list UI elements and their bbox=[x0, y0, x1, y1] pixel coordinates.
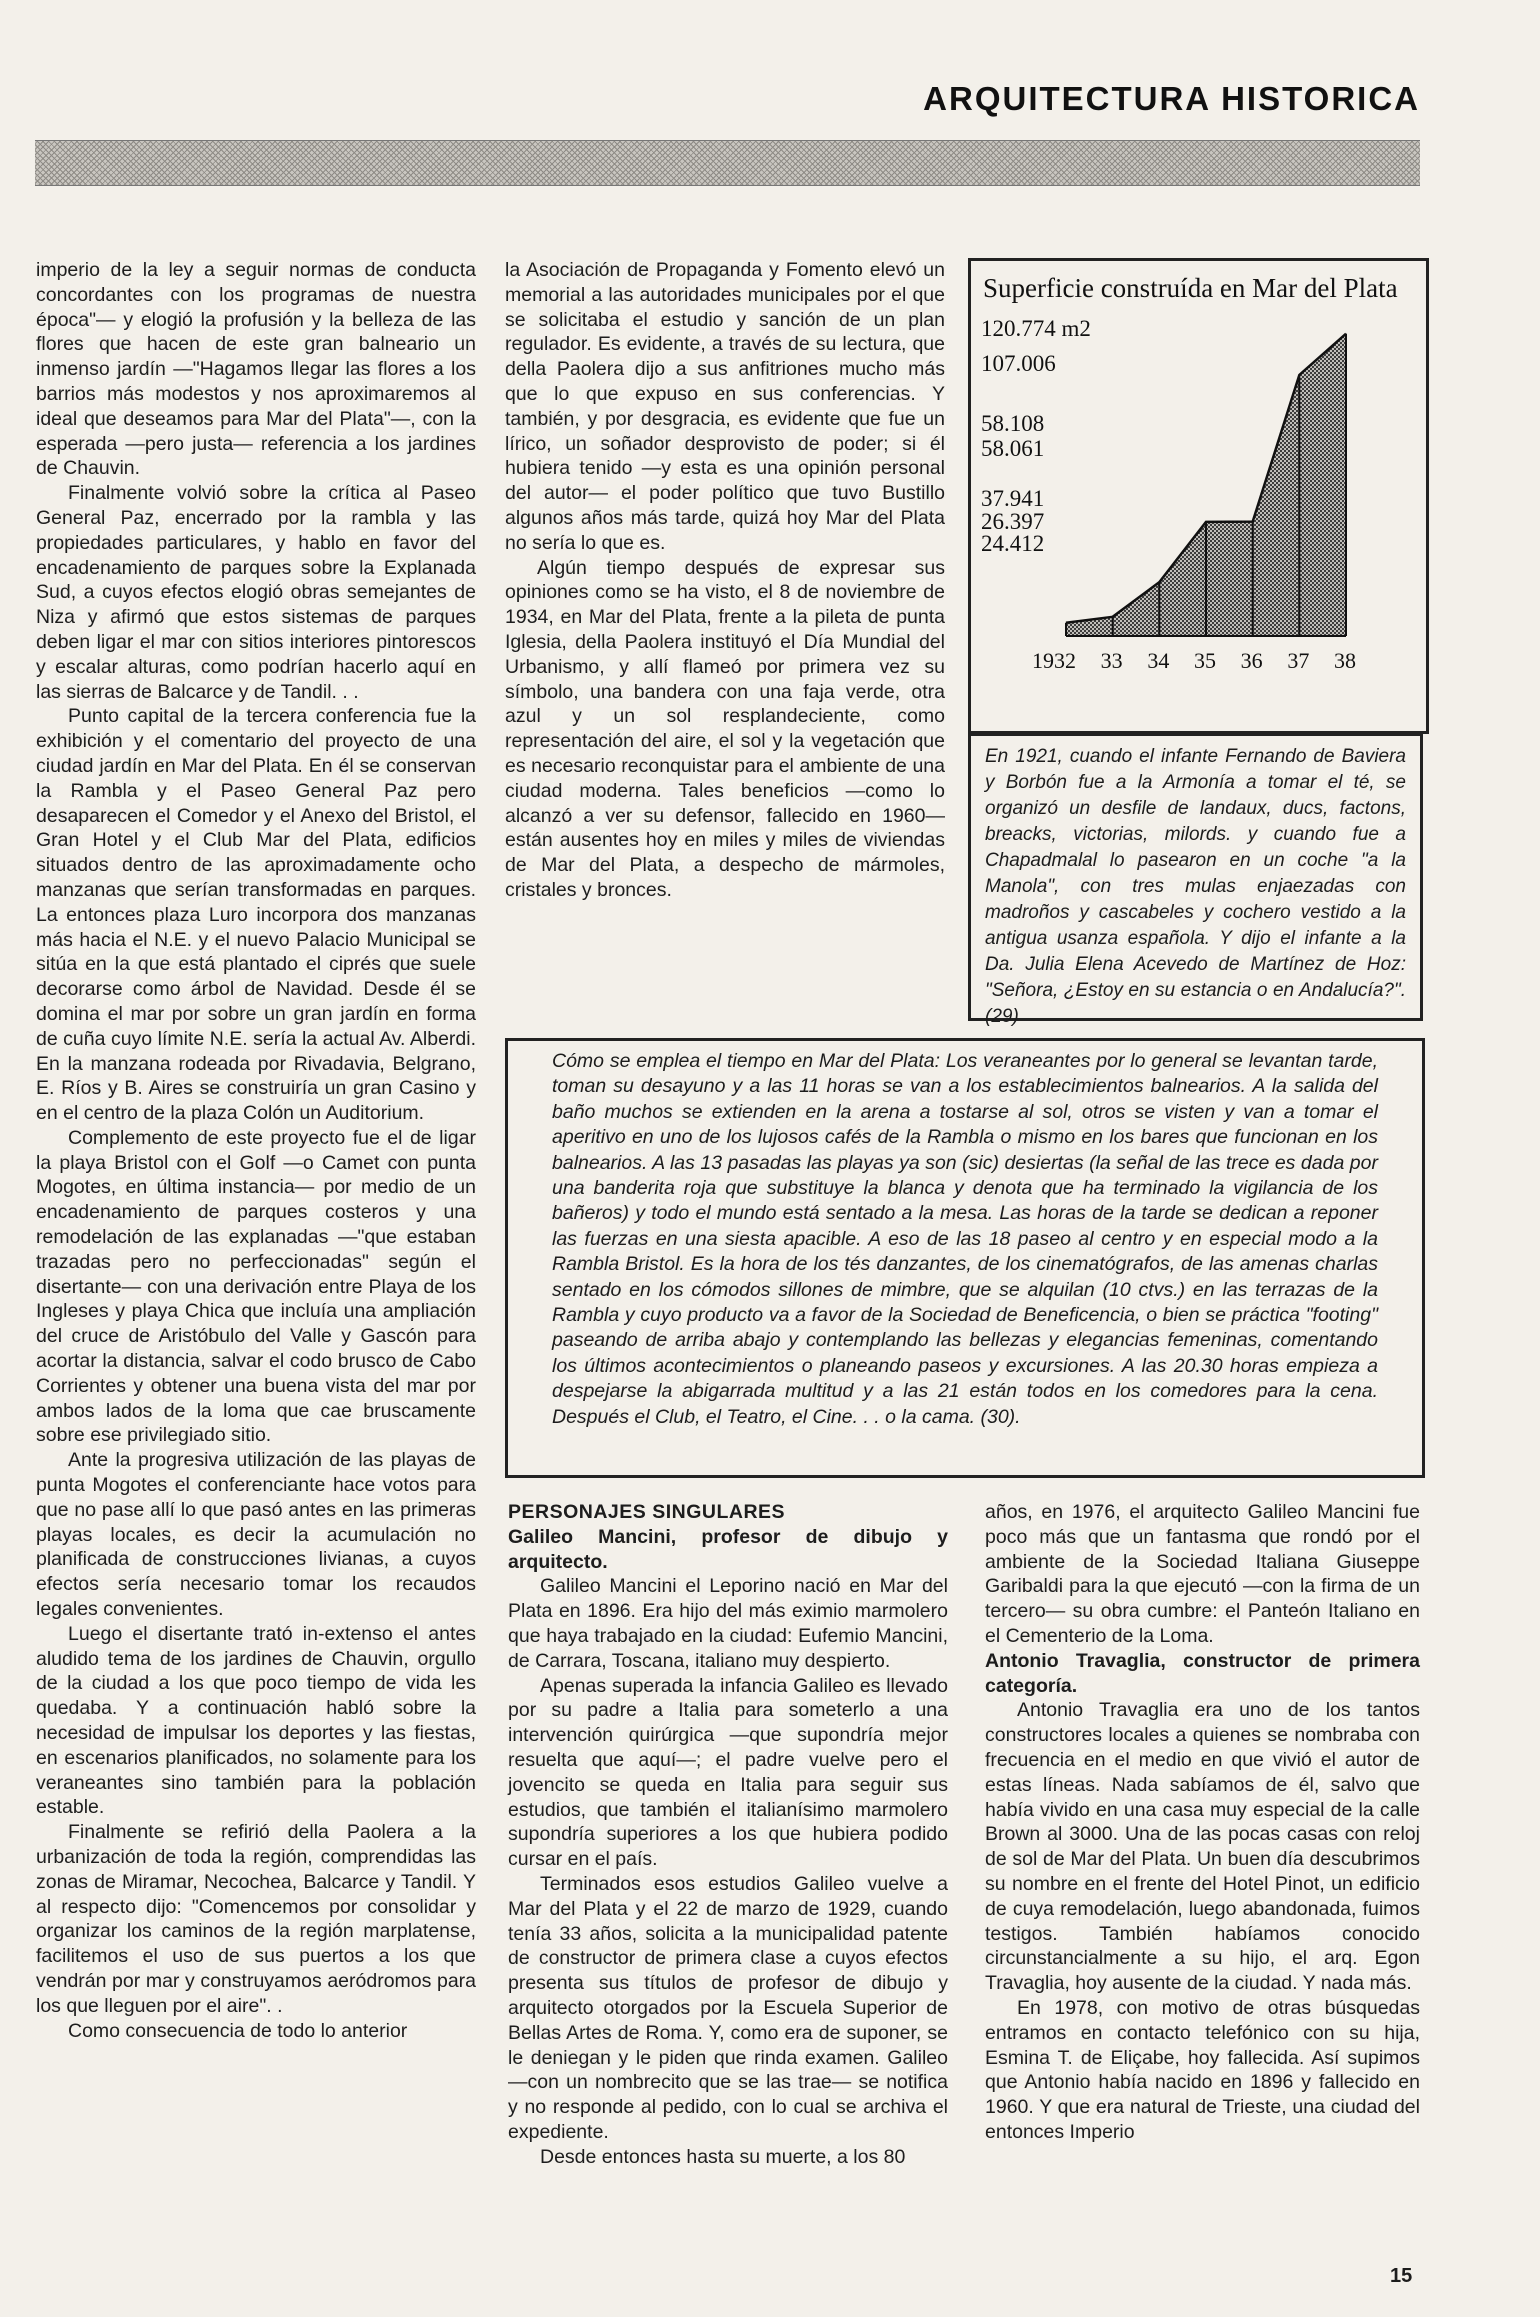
x-tick-label: 38 bbox=[1334, 648, 1356, 673]
area-chart bbox=[971, 261, 1426, 731]
y-tick-label: 107.006 bbox=[981, 351, 1056, 376]
y-tick-label: 26.397 bbox=[981, 509, 1045, 534]
paragraph: años, en 1976, el arquitecto Galileo Mancini fue poco más que un fantasma que rondó por el ambiente de la Sociedad Italiana Giuseppe Garibaldi para la que ejecutó —con la firma de un tercero— su obra cumbre: el Panteón Italiano en el Cementerio de la Loma. bbox=[985, 1501, 1420, 1647]
column-2 bbox=[505, 258, 945, 903]
x-tick-label: 34 bbox=[1147, 648, 1170, 673]
paragraph: Terminados esos estudios Galileo vuelve a Mar del Plata y el 22 de marzo de 1929, cuando tenía 33 años, solicita a la municipalidad patente de constructor de primera clase a cuyos efectos presenta sus títulos de profesor de dibujo y arquitecto otorgados por la Escuela Superior de Bellas Artes de Roma. Y, como era de suponer, se le deniegan y le piden que rinda examen. Galileo —con un nombrecito que se las trae— se notifica y no responde al pedido, con lo cual se archiva el expediente. bbox=[508, 1872, 948, 2143]
y-tick-label: 58.061 bbox=[981, 436, 1045, 461]
paragraph: Complemento de este proyecto fue el de ligar la playa Bristol con el Golf —o Camet con punta Mogotes, en última instancia— por medio de un encadenamiento de parques costeros y una remodelación de las explanadas —"que estaban trazadas pero no perfeccionadas" según el disertante— con una derivación entre Playa de los Ingleses y playa Chica que incluía una ampliación del cruce de Aristóbulo del Valle y Gascón para acortar la distancia, salvar el codo brusco de Cabo Corrientes y obtener una buena vista del mar por ambos lados de la loma que cae bruscamente sobre ese privilegiado sitio. bbox=[36, 1126, 476, 1447]
paragraph: Como consecuencia de todo lo anterior bbox=[68, 2019, 408, 2042]
paragraph: Luego el disertante trató in-extenso el antes aludido tema de los jardines de Chauvin, orgullo de la ciudad a los que poco tiempo de vida les quedaba. Y a continuación habló sobre la necesidad de impulsar los deportes y las fiestas, en escenarios planificados, no solamente para los veraneantes sino también para la población estable. bbox=[36, 1622, 476, 1819]
paragraph: la Asociación de Propaganda y Fomento elevó un memorial a las autoridades municipales por el que se solicitaba el estudio y sanción de un plan regulador. Es evidente, a través de su lectura, que della Paolera dijo a sus anfitriones mucho más que lo que expuso en sus conferencias. Y también, y por desgracia, es evidente que fue un lírico, un soñador desprovisto de poder; si él hubiera tenido —y esta es una opinión personal del autor— el poder político que tuvo Bustillo algunos años más tarde, quizá hoy Mar del Plata no sería lo que es. bbox=[505, 259, 945, 554]
page-number: 15 bbox=[1390, 2265, 1413, 2287]
y-tick-label: 37.941 bbox=[981, 486, 1045, 511]
paragraph: Ante la progresiva utilización de las playas de punta Mogotes el conferenciante hace votos para que no pase allí lo que pasó antes en las primeras playas locales, es decir la acumulación no planificada de construcciones livianas, a cuyos efectos sería necesario tomar los recaudos legales convenientes. bbox=[36, 1449, 476, 1621]
header-band bbox=[35, 140, 1420, 186]
quote-text: Cómo se emplea el tiempo en Mar del Plata: Los veraneantes por lo general se levantan tarde, toman su desayuno y a las 11 horas se van a los establecimientos balnearios. A la salida del baño muchos se extienden en la arena a tostarse al sol, otros se visten y van a tomar el aperitivo en uno de los lujosos cafés de la Rambla o mismo en los bares que funcionan en los balnearios. A las 13 pasadas las playas ya son (sic) desiertas (la señal de las trece es dada por una banderita roja que substituye la blanca y denota que ha terminado la vigilancia de los bañeros) y todo el mundo está sentado a la mesa. Las horas de la tarde se dedican a reponer las fuerzas en una siesta apacible. A eso de las 18 paseo al centro y en especial modo a la Rambla Bristol. Es la hora de los tés danzantes, de los cinematógrafos, de las amenas charlas sentado en los cómodos sillones de mimbre, que se alquilan (10 ctvs.) en las terrazas de la Rambla y cuyo producto va a favor de la Sociedad de Beneficencia, o bien se práctica "footing" paseando de arriba abajo y contemplando las bellezas y elegancias femeninas, comentando los últimos acontecimientos o planeando paseos y excursiones. A las 20.30 horas empieza a despejarse la abigarrada multitud y a las 21 están todos en los comedores para la cena. Después el Club, el Teatro, el Cine. . . o la cama. (30). bbox=[552, 1050, 1378, 1428]
subheading-travaglia: Antonio Travaglia, constructor de primera categoría. bbox=[985, 1649, 1420, 1697]
paragraph: En 1978, con motivo de otras búsquedas entramos en contacto telefónico con su hija, Esmina T. de Eliçabe, hoy fallecida. Así supimos que Antonio había nacido en 1896 y fallecido en 1960. Y que era natural de Trieste, una ciudad del entonces Imperio bbox=[985, 1996, 1420, 2143]
paragraph: Finalmente volvió sobre la crítica al Paseo General Paz, encerrado por la rambla y las propiedades particulares, y hablo en favor del encadenamiento de parques sobre la Explanada Sud, a cuyos efectos elogió obras semejantes de Niza y afirmó que estos sistemas de parques deben ligar el mar con sitios interiores pintorescos y escalar alturas, como podrían hacerlo aquí en las sierras de Balcarce y de Tandil. . . bbox=[36, 482, 476, 703]
quote-box bbox=[505, 1038, 1425, 1478]
x-tick-label: 1932 bbox=[1032, 648, 1076, 673]
x-tick-label: 36 bbox=[1240, 648, 1263, 673]
paragraph: Apenas superada la infancia Galileo es llevado por su padre a Italia para someterlo a una intervención quirúrgica —que supondría mejor resuelta que aquí—; el padre vuelve pero el jovencito se queda en Italia para seguir sus estudios, que también el italianísimo marmolero supondría superiores a los que hubiera podido cursar en el país. bbox=[508, 1674, 948, 1871]
paragraph: Algún tiempo después de expresar sus opiniones como se ha visto, el 8 de noviembre de 1934, en Mar del Plata, frente a la pileta de punta Iglesia, della Paolera instituyó el Día Mundial del Urbanismo, y allí flameó por primera vez su símbolo, una bandera con una faja verde, otra azul y un sol resplandeciente, como representación del aire, el sol y la vegetación que es necesario reconquistar para el ambiente de una ciudad moderna. Tales beneficios —como lo alcanzó a ver su defensor, fallecido en 1960— están ausentes hoy en miles y miles de viviendas de Mar del Plata, a despecho de mármoles, cristales y bronces. bbox=[505, 556, 945, 901]
personajes-column bbox=[508, 1500, 948, 2170]
section-title: ARQUITECTURA HISTORICA bbox=[923, 80, 1420, 117]
y-tick-label: 120.774 m2 bbox=[981, 316, 1091, 341]
paragraph: Antonio Travaglia era uno de los tantos constructores locales a quienes se nombraba con frecuencia en el medio en que vivió el autor de estas líneas. Nada sabíamos de él, salvo que había vivido en una casa muy especial de la calle Brown al 3000. Una de las pocas casas con reloj de sol de Mar del Plata. Un buen día descubrimos su nombre en el frente del Hotel Pinot, un edificio de cuya remodelación, luego abandonada, fuimos testigos. También habíamos conocido circunstancialmente a su hijo, el arq. Egon Travaglia, hoy ausente de la ciudad. Y nada más. bbox=[985, 1699, 1420, 1995]
anecdote-text: En 1921, cuando el infante Fernando de Baviera y Borbón fue a la Armonía a tomar el té, se organizó un desfile de landaux, ducs, factons, breacks, victorias, milords. y cuando fue a Chapadmalal lo pasearon en un coche "a la Manola", con tres mulas enjaezadas con madroños y cascabeles y cochero vestido a la antigua usanza española. Y dijo el infante a la Da. Julia Elena Acevedo de Martínez de Hoz: "Señora, ¿Estoy en su estancia o en Andalucía?". (29) bbox=[985, 746, 1406, 1027]
x-tick-label: 37 bbox=[1287, 648, 1310, 673]
x-tick-label: 35 bbox=[1194, 648, 1216, 673]
paragraph: Galileo Mancini el Leporino nació en Mar del Plata en 1896. Era hijo del más eximio marmolero que haya trabajado en la ciudad: Eufemio Mancini, de Carrara, Toscana, italiano muy despierto. bbox=[508, 1575, 948, 1672]
chart-title: Superficie construída en Mar del Plata bbox=[983, 273, 1398, 303]
column-1 bbox=[36, 258, 476, 2043]
subheading-mancini: Galileo Mancini, profesor de dibujo y arquitecto. bbox=[508, 1525, 948, 1573]
column-3-bottom bbox=[985, 1500, 1420, 2145]
paragraph: Desde entonces hasta su muerte, a los 80 bbox=[540, 2145, 906, 2168]
x-tick-label: 33 bbox=[1100, 648, 1123, 673]
y-tick-label: 24.412 bbox=[981, 531, 1045, 556]
paragraph: Punto capital de la tercera conferencia fue la exhibición y el comentario del proyecto de una ciudad jardín en Mar del Plata. En él se conservan la Rambla y el Paseo General Paz pero desaparecen el Comedor y el Anexo del Bristol, el Gran Hotel y el Club Mar del Plata, edificios situados dentro de las aproximadamente ocho manzanas que serían transformadas en parques. La entonces plaza Luro incorpora dos manzanas más hacia el N.E. y el nuevo Palacio Municipal se sitúa en la que está plantado el ciprés que suele decorarse como árbol de Navidad. Desde él se domina el mar por sobre un gran jardín en forma de cuña cuyo límite N.E. sería la actual Av. Alberdi. En la manzana rodeada por Rivadavia, Belgrano, E. Ríos y B. Aires se construiría un gran Casino y en el centro de la plaza Colón un Auditorium. bbox=[36, 705, 476, 1125]
anecdote-box bbox=[968, 733, 1423, 1027]
paragraph: imperio de la ley a seguir normas de conducta concordantes con los programas de nuestra época"— y elogió la profusión y la belleza de las flores que hacen de este gran balneario un inmenso jardín —"Hagamos llegar las flores a los barrios más modestos y nos aproximaremos al ideal que deseamos para Mar del Plata"—, con la esperada —pero justa— referencia a los jardines de Chauvin. bbox=[36, 259, 476, 480]
y-tick-label: 58.108 bbox=[981, 411, 1045, 436]
chart-box bbox=[968, 258, 1429, 734]
section-heading: PERSONAJES SINGULARES bbox=[508, 1501, 786, 1523]
paragraph: Finalmente se refirió della Paolera a la urbanización de toda la región, comprendidas las zonas de Miramar, Necochea, Balcarce y Tandil. Y al respecto dijo: "Comencemos por consolidar y organizar los caminos de la región marplatense, facilitemos el uso de sus puertos a los que vendrán por mar y construyamos aeródromos para los que lleguen por el aire". . bbox=[36, 1821, 476, 2017]
